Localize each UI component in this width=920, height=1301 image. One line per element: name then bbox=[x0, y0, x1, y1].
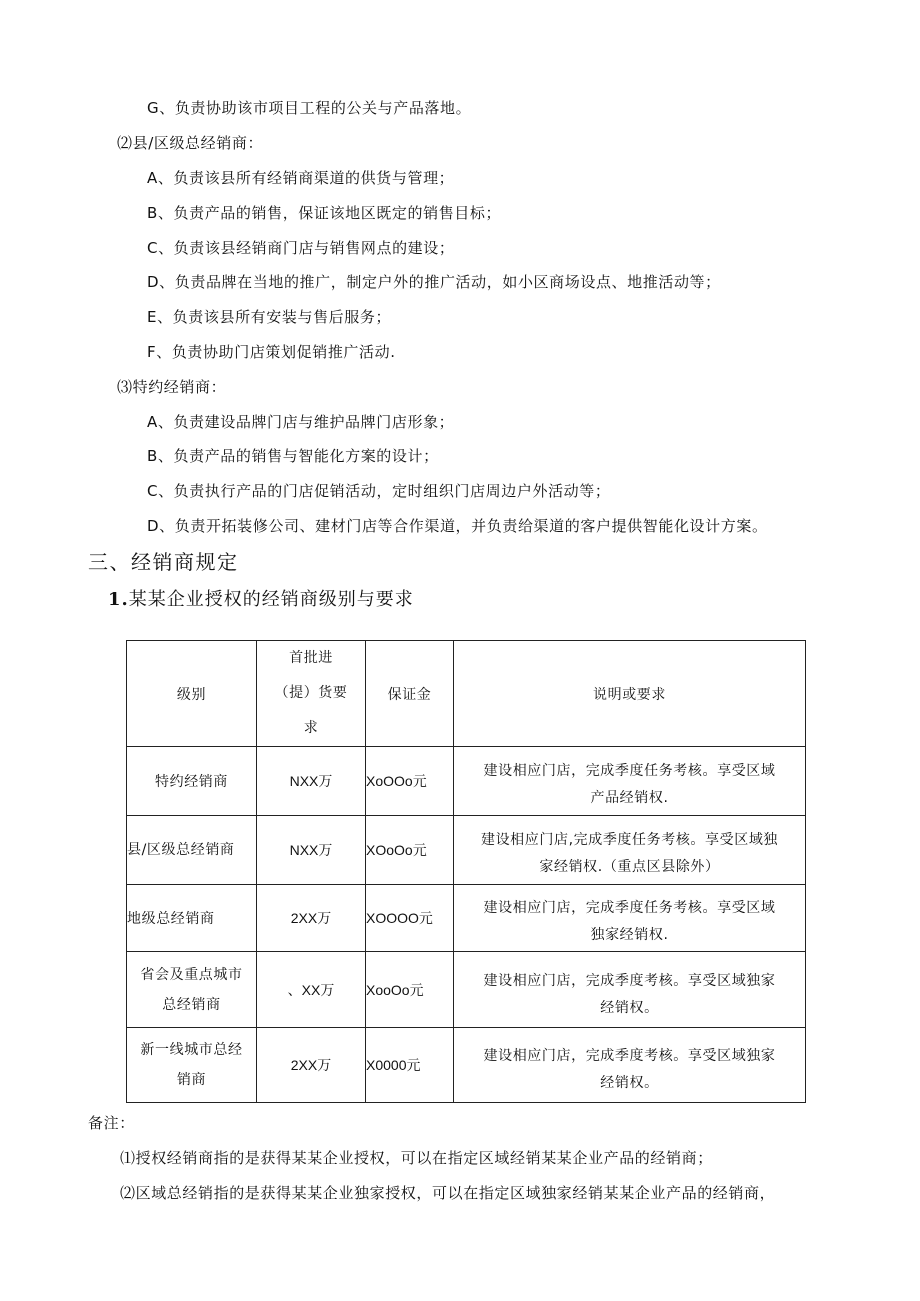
header-deposit-cell bbox=[366, 641, 454, 747]
row-level-line: 新一线城市总经 bbox=[140, 1042, 243, 1058]
dealer-level-table bbox=[126, 640, 806, 1103]
table-row bbox=[127, 1028, 806, 1103]
county-item-e: E、负责该县所有安装与售后服务； bbox=[147, 308, 392, 326]
row-first-order: NXX万 bbox=[289, 842, 333, 858]
row-first-order: 2XX万 bbox=[290, 1057, 332, 1073]
header-requirements-cell bbox=[454, 641, 806, 747]
paragraph-g: G、负责协助该市项目工程的公关与产品落地。 bbox=[147, 99, 472, 117]
special-item-a: A、负责建设品牌门店与维护品牌门店形象； bbox=[147, 413, 455, 431]
row-deposit: XoOOo元 bbox=[366, 773, 427, 789]
table-row bbox=[127, 747, 806, 816]
row-level: 县/区级总经销商 bbox=[127, 841, 235, 858]
row-requirements-line: 建设相应门店，完成季度考核。享受区域独家 bbox=[483, 972, 776, 989]
row-requirements-line: 建设相应门店，完成季度任务考核。享受区域 bbox=[483, 763, 776, 779]
row-level-line: 总经销商 bbox=[162, 996, 221, 1013]
row-requirements bbox=[454, 750, 805, 812]
header-requirements: 说明或要求 bbox=[593, 686, 666, 703]
row-requirements bbox=[454, 819, 805, 881]
county-item-c: C、负责该县经销商门店与销售网点的建设； bbox=[147, 239, 455, 257]
row-level bbox=[127, 1035, 256, 1095]
row-first-order: 、XX万 bbox=[287, 981, 335, 998]
note-item-2: ⑵区域总经销指的是获得某某企业独家授权，可以在指定区域独家经销某某企业产品的经销商， bbox=[120, 1184, 776, 1202]
row-level: 地级总经销商 bbox=[127, 911, 215, 927]
header-first-order bbox=[257, 641, 365, 746]
table-header-row bbox=[127, 641, 806, 747]
row-level bbox=[127, 960, 256, 1020]
header-first-order-line: 求 bbox=[303, 720, 319, 736]
county-item-f: F、负责协助门店策划促销推广活动. bbox=[147, 343, 396, 361]
row-requirements-line: 建设相应门店，完成季度考核。享受区域独家 bbox=[483, 1048, 776, 1064]
county-item-b: B、负责产品的销售，保证该地区既定的销售目标； bbox=[147, 204, 502, 222]
county-heading: ⑵县/区级总经销商： bbox=[117, 134, 264, 152]
row-first-order: 2XX万 bbox=[290, 910, 332, 926]
table-row bbox=[127, 952, 806, 1028]
special-item-c: C、负责执行产品的门店促销活动，定时组织门店周边户外活动等； bbox=[147, 482, 611, 500]
special-item-d: D、负责开拓装修公司、建材门店等合作渠道，并负责给渠道的客户提供智能化设计方案。 bbox=[147, 517, 768, 535]
row-requirements-line: 建设相应门店，完成季度任务考核。享受区域 bbox=[483, 900, 776, 916]
header-level-cell bbox=[127, 641, 257, 747]
row-requirements-line: 建设相应门店,完成季度任务考核。享受区域独 bbox=[480, 832, 779, 848]
special-heading: ⑶特约经销商： bbox=[117, 378, 227, 396]
row-requirements-line: 独家经销权. bbox=[590, 927, 669, 943]
row-requirements-line: 经销权。 bbox=[600, 1075, 659, 1091]
row-level-line: 销商 bbox=[176, 1072, 207, 1088]
row-requirements-line: 经销权。 bbox=[600, 999, 659, 1016]
row-level-line: 省会及重点城市 bbox=[140, 966, 243, 983]
header-level: 级别 bbox=[176, 686, 207, 703]
table-row bbox=[127, 816, 806, 885]
section-title: 三、经销商规定 bbox=[88, 550, 239, 574]
subsection-number: 1. bbox=[108, 589, 129, 610]
header-deposit: 保证金 bbox=[387, 686, 432, 703]
county-item-d: D、负责品牌在当地的推广，制定户外的推广活动，如小区商场设点、地推活动等； bbox=[147, 273, 721, 291]
row-first-order: NXX万 bbox=[289, 773, 333, 789]
notes-label: 备注： bbox=[88, 1114, 135, 1132]
header-first-order-line: 首批进 bbox=[289, 650, 333, 666]
row-deposit: XooOo元 bbox=[366, 981, 424, 998]
header-first-order-cell bbox=[257, 641, 366, 747]
row-requirements bbox=[454, 958, 805, 1022]
table-row bbox=[127, 885, 806, 952]
county-item-a: A、负责该县所有经销商渠道的供货与管理； bbox=[147, 169, 455, 187]
row-requirements-line: 家经销权.（重点区县除外） bbox=[539, 859, 720, 875]
subsection-heading bbox=[108, 588, 414, 612]
header-first-order-line: （提）货要 bbox=[274, 685, 348, 701]
row-deposit: XOoOo元 bbox=[366, 842, 427, 858]
row-requirements-line: 产品经销权. bbox=[590, 790, 669, 806]
subsection-title: 某某企业授权的经销商级别与要求 bbox=[128, 589, 414, 610]
note-item-1: ⑴授权经销商指的是获得某某企业授权，可以在指定区域经销某某企业产品的经销商； bbox=[120, 1149, 713, 1167]
special-item-b: B、负责产品的销售与智能化方案的设计； bbox=[147, 447, 439, 465]
row-requirements bbox=[454, 1033, 805, 1097]
row-level: 特约经销商 bbox=[155, 774, 228, 790]
row-deposit: XOOOO元 bbox=[366, 910, 433, 926]
row-deposit: X0000元 bbox=[366, 1057, 421, 1073]
row-requirements bbox=[454, 887, 805, 949]
